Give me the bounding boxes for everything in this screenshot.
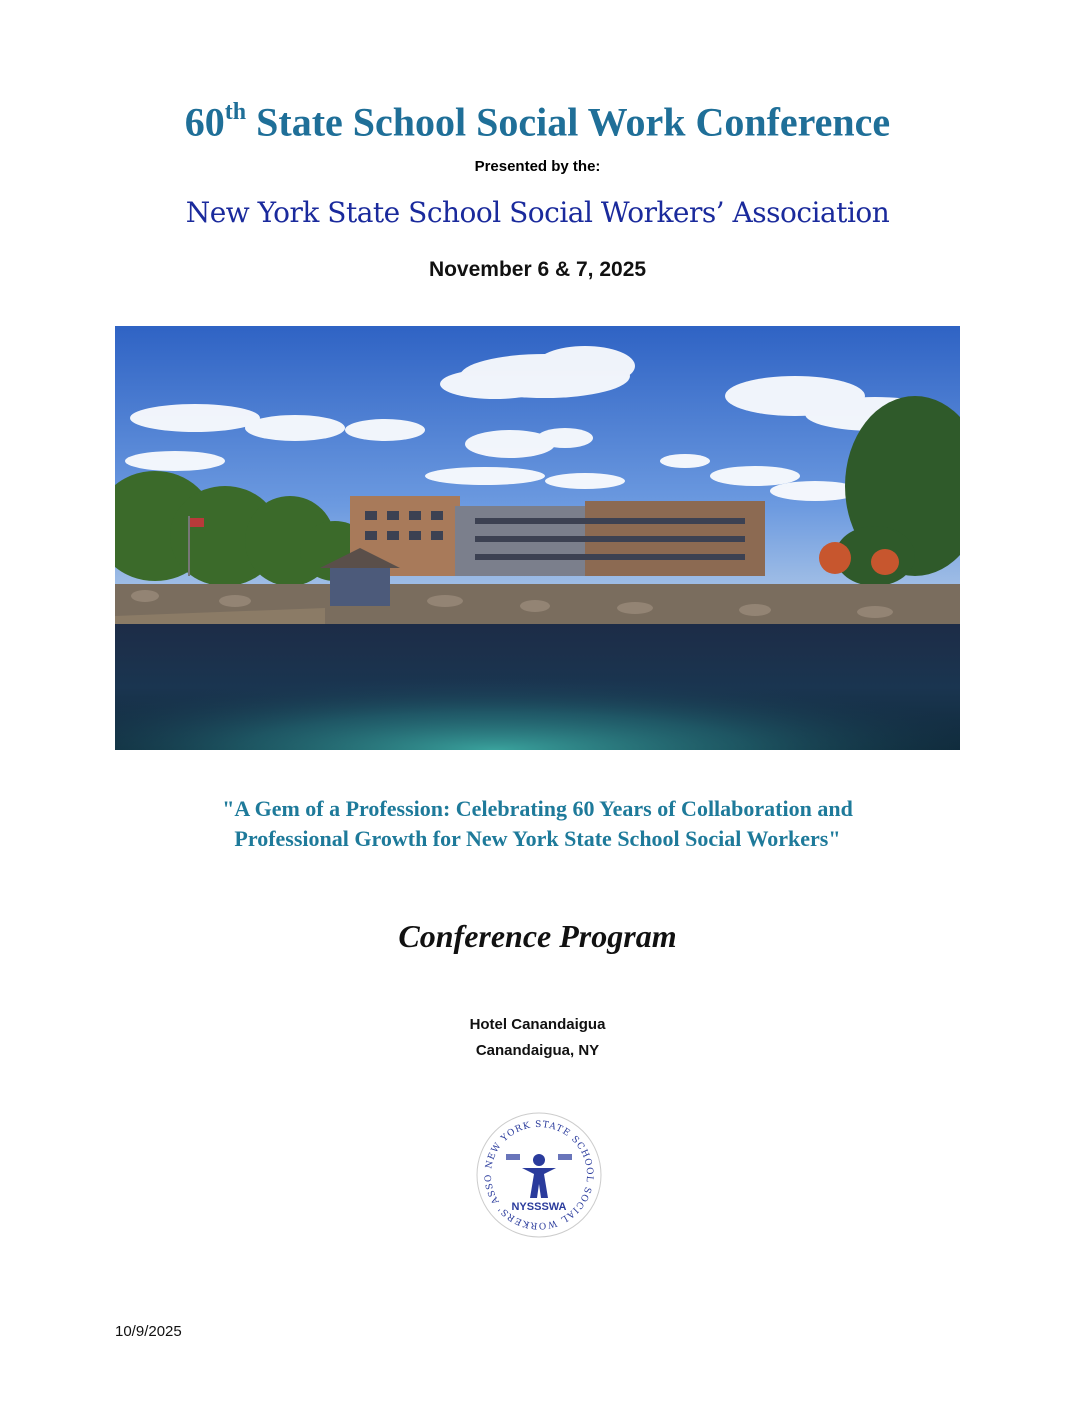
conference-title: [0, 88, 1075, 148]
logo-ring-text: NEW YORK STATE SCHOOL SOCIAL WORKERS' ASSO: [483, 1119, 595, 1231]
footer-date: 10/9/2025: [115, 1323, 182, 1340]
theme-line-2: Professional Growth for New York State School Social Workers": [234, 826, 841, 851]
title-rest: State School Social Work Conference: [246, 99, 891, 145]
conference-dates: November 6 & 7, 2025: [428, 258, 647, 281]
association-name: New York State School Social Workers’ Association: [185, 196, 890, 229]
venue-name: Hotel Canandaigua: [469, 1016, 606, 1033]
hotel-photo: [115, 326, 960, 750]
title-number: 60: [184, 99, 225, 145]
conference-theme: [140, 794, 935, 854]
program-title: Conference Program: [398, 918, 677, 954]
venue-city: Canandaigua, NY: [475, 1042, 600, 1059]
logo-acronym: NYSSSWA: [511, 1201, 567, 1213]
theme-line-1: "A Gem of a Profession: Celebrating 60 Years of Collaboration and: [222, 796, 853, 821]
nyssswa-logo: [474, 1110, 604, 1240]
title-ordinal-suffix: th: [224, 99, 247, 125]
presented-by-label: Presented by the:: [474, 158, 601, 175]
venue-block: [0, 1012, 1075, 1064]
